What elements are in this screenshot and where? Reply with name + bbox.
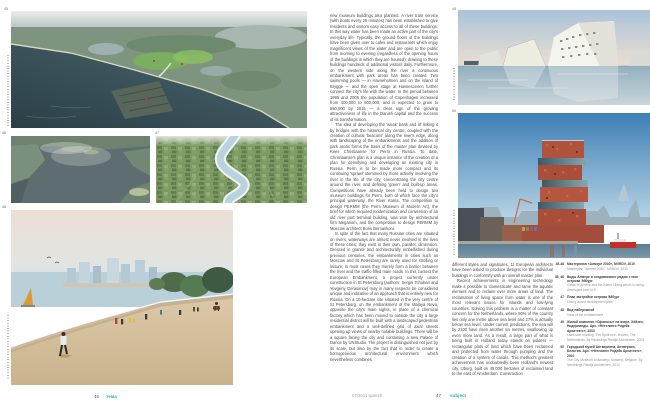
caption-texts <box>567 275 648 292</box>
column-1 <box>330 13 438 362</box>
left-page-footer <box>94 394 117 399</box>
caption-texts <box>567 320 648 341</box>
body-paragraph: new museum buildings also planned. A river tram service (with boats every 25 minutes) has been established to give residents and visitors easy access to all of these buildings. In this way water has been made an active part of the city's everyday life. Typically, the ground floors of the buildings have been given over to cafes and restaurants which enjoy magnificent views of the water and are open to the public from morning to evening (regardless of the opening hours of the buildings in which they are housed), drawing to these buildings hundreds of additional visitors daily. Furthermore, on the western side along the river a continuous embankment with park areas has been created. Two swimming pools — in Havneholmen and on the island of Brygge — and the open stage at Havnescenen further connect the city's life with the water. In the period between 1995 and 2005 the population of Copenhagen increased from 400,000 to 500,000, and is expected to grow to 550,000 by 2015 — a clear sign of the growing attractiveness of life in the Danish capital and the success of its transformation. <box>330 13 438 122</box>
caption-english: Views of Almere and the island IJburg which is being developed next to it <box>567 283 644 292</box>
photo-credit-vertical <box>7 315 9 380</box>
figure-label-49: 49 <box>452 7 456 11</box>
caption-entry <box>551 320 648 341</box>
body-paragraph: Recent achievements in engineering technology make it possible to 'domesticate' and tame the aquatic element and to reclaim ever more areas of land. The reclamation of living space from water is one of the most relevant issues for islands and low-lying countries. Solving this problem is a matter of constant concern for the Netherlands, where 50% of the country lies only one metre above sea level and 27% is actually below sea level. Under current predictions, the sea will by 2100 have risen another six metres, swallowing up even more land. As a result, a large part of what is being built in Holland today stands on polders — rectangular plots of land which have been reclaimed and protected from water through pumping and the creation of a system of canals. This method's greatest achievement has undoubtedly been Holland's newest city, IJburg, built on 45,000 hectares of reclaimed land to the east of Amsterdam. Construction <box>452 278 553 377</box>
body-paragraph: different styles and signatures, 11 European architects have been asked to produce designs for the individual buildings in conformity with an overall master plan. <box>452 262 553 278</box>
caption-texts <box>567 308 648 317</box>
figure-45-almere-masterplan-aerial <box>11 11 307 128</box>
caption-entry <box>551 262 648 271</box>
issue-label: 07/2011 speech: <box>352 393 384 398</box>
figure-46-ijmeer-aerial <box>11 136 150 203</box>
caption-russian: План застройки острова Эйбург <box>567 295 620 300</box>
figure-50-mas-antwerp-photo <box>458 113 650 258</box>
left-page-number: 46 <box>94 394 100 399</box>
caption-entry <box>551 308 648 317</box>
caption-number: 49 <box>560 320 564 325</box>
right-section-label: subject <box>450 393 467 398</box>
caption-entry <box>551 275 648 292</box>
photo-credit-vertical <box>453 210 455 256</box>
caption-english: Masterplan "Almere 2030", MVRDV, 2010 <box>567 266 628 271</box>
caption-english: The City Museum of Antwerp, Antwerp, Belgium. By Neutelings Riedijk Architecten, 2010 <box>567 358 643 367</box>
caption-entry <box>551 345 648 366</box>
figure-label-47: 47 <box>155 131 159 135</box>
left-section-label: тема <box>106 394 117 399</box>
body-paragraph: In spite of the fact that many Russian cities are situated on rivers, waterways are almost never involved in the lives of these cities; they exist in their own, parallel, dimension. Dressed in granite and architecturally embellished during previous centuries, the embankments in cities such as Moscow and St Petersburg are rarely used for strolling or leisure; in most cases they merely form a barrier between the river and the traffic-filled main roads. In this context the European Embankment, a project currently under construction in St Petersburg (authors: Sergei Tchoban and Yevgeny Gerasimov) may in many respects be considered unique and indicative of an approach that is entirely new for Russia. On a 10-hectare site situated in the very centre of St Petersburg, on the embankment of the Malaya Neva, opposite the city's main sights, in place of a chemical factory which has been moved to outside the city a large residential district will be built with a landscaped pedestrian embankment and a well-defined grid of axial streets opening up views of nearby notable buildings. There will be a square facing the city and containing a new Palace of Dance by UNStudio. The project is distinguished not just by its scale, but also by the fact that in order to create a homogeneous architectural environment which nevertheless combines <box>330 231 438 362</box>
caption-russian: Виды Алмере и создаваемого рядом с ним острова Эйбург <box>567 274 638 283</box>
caption-number: 45, 46 <box>554 274 564 279</box>
captions-list <box>551 262 648 370</box>
photo-credit-vertical <box>7 55 9 128</box>
caption-texts <box>567 295 648 304</box>
caption-russian: Городской музей Антверпена, Антверпен, Бельгия. Арх. «Нётелингс Ридейк Архитектс», 2010 <box>567 345 643 358</box>
caption-english: Lake-side housing 'The Sphinxes', Huizen, The Netherlands. By Neutelings Riedijk Architecten, 2003 <box>567 333 645 342</box>
figure-49-sphinxes-huizen-photo <box>458 10 650 105</box>
right-page-footer <box>352 393 383 398</box>
figure-label-46: 46 <box>2 131 6 135</box>
photo-credit-vertical <box>453 68 455 102</box>
figure-48-beach-embankment-rendering <box>11 210 233 385</box>
caption-number: 50 <box>560 345 564 350</box>
caption-english: View of the embankment <box>567 312 604 317</box>
figure-label-50: 50 <box>452 109 456 113</box>
caption-texts <box>567 262 648 271</box>
figure-label-48: 48 <box>2 205 6 209</box>
caption-number: 48 <box>560 307 564 312</box>
caption-english: IJburg island development plan <box>567 300 613 305</box>
caption-texts <box>567 345 648 366</box>
figure-47-ijburg-plan-aerial <box>156 136 307 203</box>
body-paragraph: The idea of developing the 'weak' bank and of linking it by bridges with the historical city centre, coupled with the creation of cultural 'beacons' along the river's edge, along with landscaping of the embankments and the addition of park areas forms the basis of the master plan devised by Kees Christiaanse for Perm in Russia. To date, Christiaanse's plan is a unique instance of the creation of a plan for densifying and developing an existing city in Russia. Perm is to be made more compact and its continuing 'sprawl' stemmed by more actively involving the river in the life of the city, concentrating the city centre around the river, and defining 'green' and built-up areas. Competitions have already been held to design two museum buildings for Perm, both of which face the city's principal waterway, the River Kama. The competition to design PERMM (the Perm Museum of Modern Art), the brief for which required modernization and conversion of an old river port terminal building, was won by architectural firm Meganom, and the competition to design PERMM by Moscow architect Boris Bernaskoni. <box>330 122 438 231</box>
caption-number: 47 <box>560 295 564 300</box>
caption-number: 45-48 <box>555 262 564 266</box>
column-2 <box>452 262 553 377</box>
figure-label-45: 45 <box>4 7 8 11</box>
caption-russian: Вид набережной <box>567 307 595 312</box>
caption-entry <box>551 295 648 304</box>
caption-russian: Мастерплан «Алмере 2030», MVRDV, 2010 <box>567 262 635 266</box>
caption-russian: Жилой комплекс «Сфинксы» на озере, Хёйзен, Нидерланды. Арх. «Нётелингс Ридейк Архитектс», 2003 <box>567 320 644 333</box>
right-page-number: 47 <box>436 393 442 398</box>
